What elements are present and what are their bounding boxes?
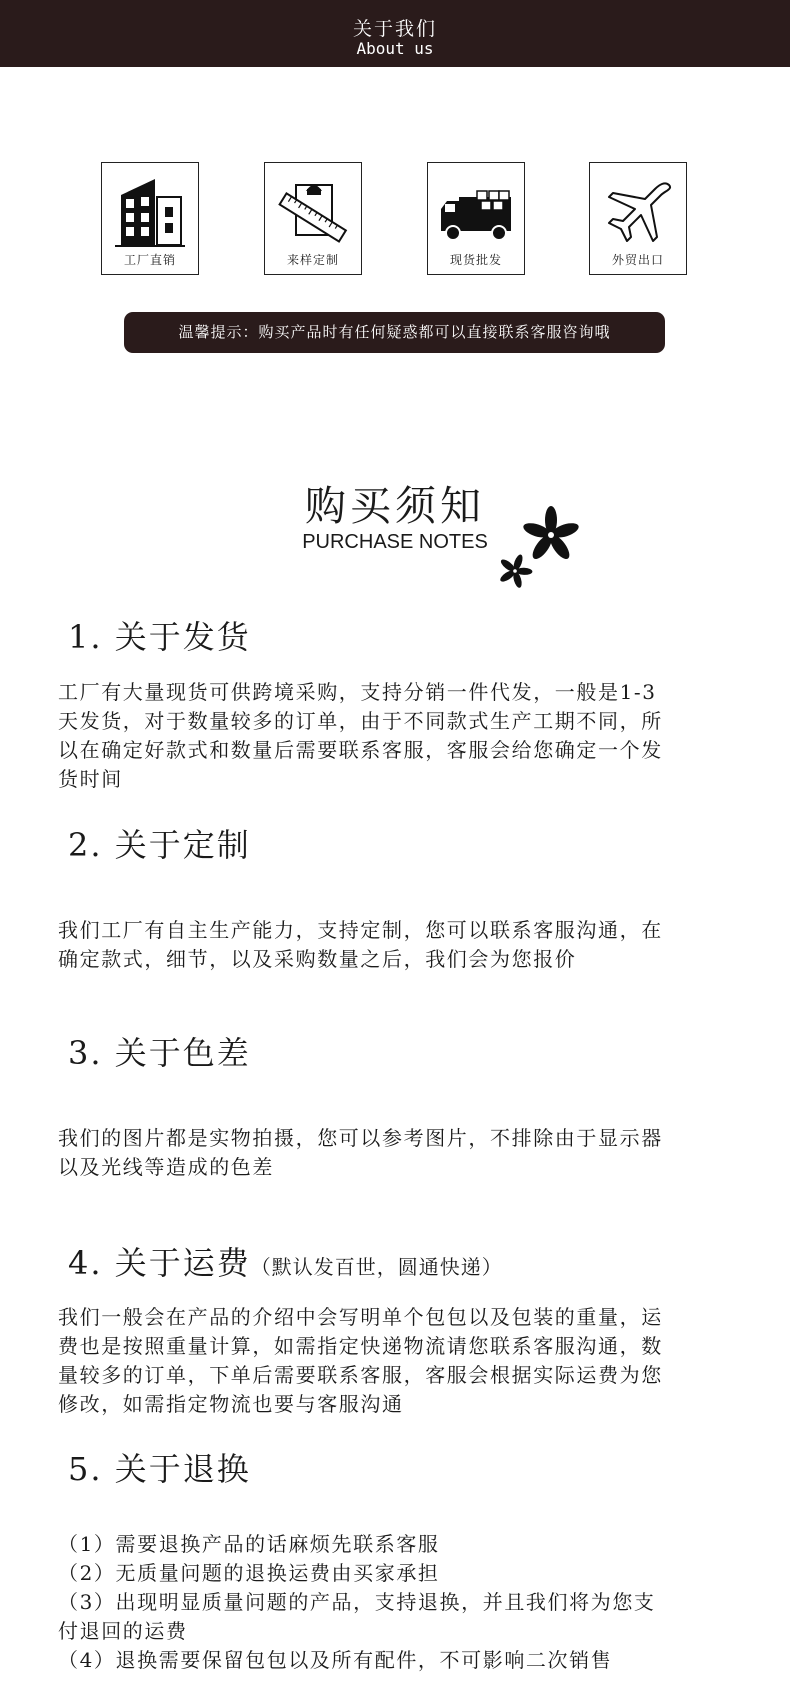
feature-stock-wholesale — [427, 162, 525, 275]
section-line: 工厂有大量现货可供跨境采购，支持分销一件代发，一般是1-3 — [58, 680, 657, 704]
feature-label: 来样定制 — [286, 253, 339, 267]
section-title-customization: 2. 关于定制 — [68, 826, 251, 864]
about-us-header — [0, 0, 790, 67]
feature-label: 现货批发 — [449, 253, 502, 267]
section-body-shipping — [58, 678, 738, 794]
section-line: （4）退换需要保留包包以及所有配件，不可影响二次销售 — [58, 1648, 613, 1672]
section-body-customization — [58, 916, 738, 974]
airplane-icon — [599, 171, 677, 249]
section-line: 货时间 — [58, 767, 123, 791]
header-title-cn: 关于我们 — [352, 18, 437, 40]
section-line: 天发货，对于数量较多的订单，由于不同款式生产工期不同，所 — [58, 709, 663, 733]
section-line: 确定款式，细节，以及采购数量之后，我们会为您报价 — [58, 947, 577, 971]
section-line: 量较多的订单，下单后需要联系客服，客服会根据实际运费为您 — [58, 1363, 663, 1387]
section-body-returns — [58, 1530, 738, 1675]
section-line: （2）无质量问题的退换运费由买家承担 — [58, 1561, 440, 1585]
section-title-returns: 5. 关于退换 — [68, 1450, 251, 1488]
header-title-en: About us — [356, 39, 434, 58]
feature-foreign-export — [589, 162, 687, 275]
section-line: 我们的图片都是实物拍摄，您可以参考图片，不排除由于显示器 — [58, 1126, 663, 1150]
factory-building-icon — [111, 171, 189, 249]
section-body-color-difference — [58, 1124, 738, 1182]
purchase-notes-title: 购买须知 — [305, 482, 485, 530]
feature-tiles — [0, 162, 790, 277]
small-flower-icon — [497, 553, 533, 589]
tip-banner: 温馨提示：购买产品时有任何疑惑都可以直接联系客服咨询哦 — [124, 312, 665, 353]
section-title-shipping-fee — [68, 1238, 503, 1284]
section-title-note: （默认发百世，圆通快递） — [250, 1255, 503, 1279]
feature-label: 外贸出口 — [611, 253, 664, 267]
feature-label: 工厂直销 — [123, 253, 176, 267]
section-line: （3）出现明显质量问题的产品，支持退换，并且我们将为您支 — [58, 1590, 656, 1614]
section-line: 我们工厂有自主生产能力，支持定制，您可以联系客服沟通，在 — [58, 918, 663, 942]
feature-custom-sample — [264, 162, 362, 275]
delivery-truck-icon — [437, 171, 515, 249]
section-title-text: 4. 关于运费 — [68, 1244, 251, 1282]
ruler-clipboard-icon — [274, 171, 352, 249]
section-line: 修改，如需指定物流也要与客服沟通 — [58, 1392, 404, 1416]
section-line: 以在确定好款式和数量后需要联系客服，客服会给您确定一个发 — [58, 738, 663, 762]
section-title-color-difference: 3. 关于色差 — [68, 1034, 251, 1072]
section-line: 费也是按照重量计算，如需指定快递物流请您联系客服沟通，数 — [58, 1334, 663, 1358]
section-line: （1）需要退换产品的话麻烦先联系客服 — [58, 1532, 440, 1556]
feature-factory-direct — [101, 162, 199, 275]
section-line: 我们一般会在产品的介绍中会写明单个包包以及包装的重量，运 — [58, 1305, 663, 1329]
section-line: 以及光线等造成的色差 — [58, 1155, 274, 1179]
section-body-shipping-fee — [58, 1303, 738, 1419]
section-line: 付退回的运费 — [58, 1619, 188, 1643]
section-title-shipping: 1. 关于发货 — [68, 618, 251, 656]
purchase-notes-subtitle: PURCHASE NOTES — [302, 531, 488, 553]
